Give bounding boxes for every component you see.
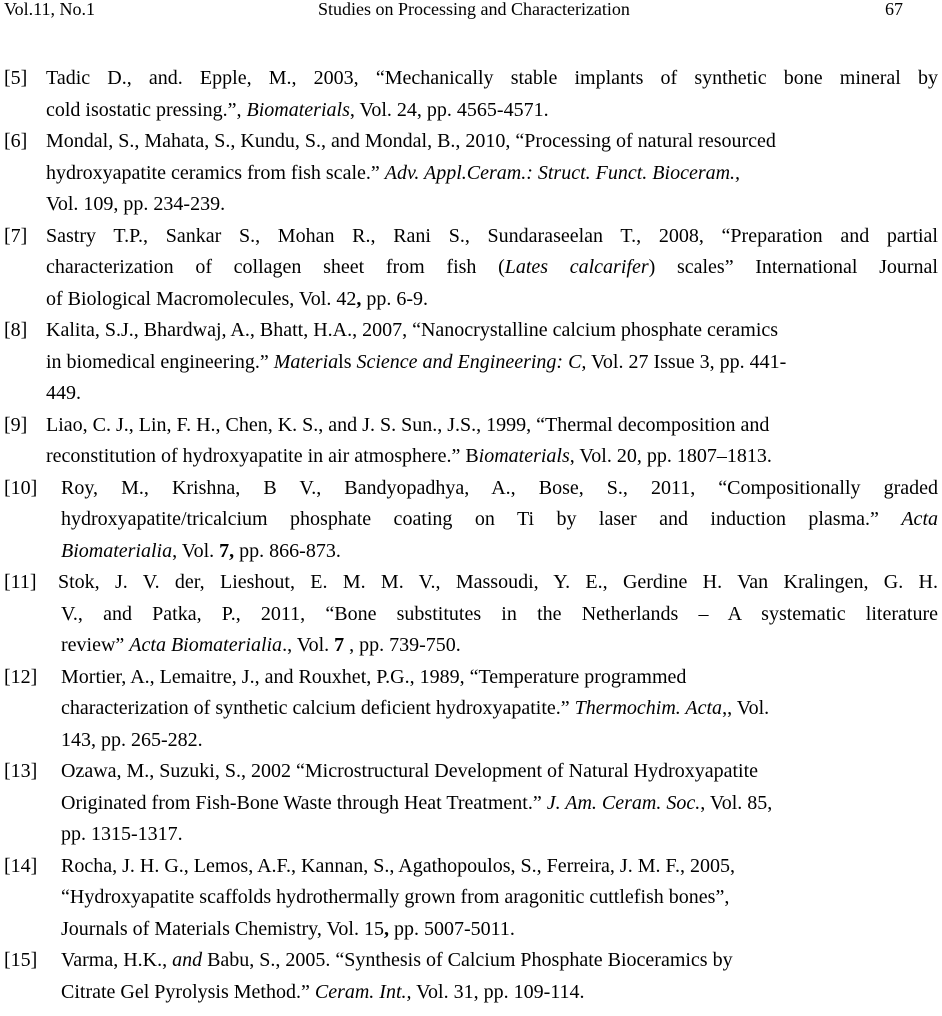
reference-number: [15] [4, 949, 38, 971]
reference-item [0, 63, 942, 126]
page-number: 67 [885, 0, 903, 19]
italic-span: Lates calcarifer [504, 256, 649, 278]
reference-line: Originated from Fish-Bone Waste through Heat Treatment.” J. Am. Ceram. Soc., Vol. 85, [61, 791, 773, 814]
italic-span: Adv. Appl.Ceram.: Struct. Funct. Bioceram., [384, 161, 741, 184]
reference-line: Vol. 109, pp. 234-239. [46, 193, 226, 215]
running-header [0, 0, 942, 22]
reference-number: [12] [4, 665, 38, 688]
reference-line: Tadic D., and. Epple, M., 2003, “Mechanically stable implants of synthetic bone mineral by [46, 67, 938, 89]
bold-span: , [356, 287, 362, 310]
reference-line: Biomaterialia, Vol. 7, pp. 866-873. [61, 539, 341, 562]
italic-span: Materia [273, 350, 339, 373]
reference-line: 449. [46, 382, 81, 404]
reference-line: hydroxyapatite/tricalcium phosphate coating on Ti by laser and induction plasma.” Acta [61, 508, 938, 530]
reference-number: [9] [4, 413, 28, 436]
reference-item [0, 126, 942, 221]
reference-line: Mortier, A., Lemaitre, J., and Rouxhet, P.G., 1989, “Temperature programmed [61, 665, 687, 688]
italic-span: Acta Biomaterialia [129, 634, 283, 656]
reference-line: reconstitution of hydroxyapatite in air atmosphere.” Biomaterials, Vol. 20, pp. 1807–1813. [46, 445, 772, 467]
reference-number: [6] [4, 130, 28, 152]
reference-line: Journals of Materials Chemistry, Vol. 15, pp. 5007-5011. [61, 917, 515, 940]
reference-line: Sastry T.P., Sankar S., Mohan R., Rani S., Sundaraseelan T., 2008, “Preparation and partial [46, 224, 938, 247]
italic-span: Thermochim. Acta [574, 697, 723, 719]
reference-line: Mondal, S., Mahata, S., Kundu, S., and Mondal, B., 2010, “Processing of natural resourced [46, 130, 776, 152]
reference-item [0, 567, 942, 662]
reference-line: review” Acta Biomaterialia., Vol. 7 , pp. 739-750. [61, 634, 461, 656]
journal-volume: Vol.11, No.1 [4, 0, 96, 19]
reference-item [0, 221, 942, 316]
reference-line: Kalita, S.J., Bhardwaj, A., Bhatt, H.A., 2007, “Nanocrystalline calcium phosphate ceramics [46, 319, 779, 341]
italic-span: Acta [901, 508, 938, 530]
reference-number: [7] [4, 224, 28, 247]
reference-line: “Hydroxyapatite scaffolds hydrothermally grown from aragonitic cuttlefish bones”, [61, 886, 730, 908]
reference-number: [5] [4, 67, 28, 89]
italic-span: J. Am. Ceram. Soc. [546, 791, 701, 814]
reference-line: Liao, C. J., Lin, F. H., Chen, K. S., and J. S. Sun., J.S., 1999, “Thermal decomposition and [46, 413, 770, 436]
reference-line: V., and Patka, P., 2011, “Bone substitutes in the Netherlands – A systematic literature [61, 602, 938, 625]
italic-span: and [172, 949, 203, 971]
bold-span: , [383, 917, 389, 940]
reference-line: 143, pp. 265-282. [61, 728, 203, 751]
italic-span: iomaterials [478, 445, 570, 467]
running-title: Studies on Processing and Characterization [318, 0, 630, 19]
reference-item [0, 410, 942, 473]
bold-span: 7 [334, 634, 345, 656]
reference-line: pp. 1315-1317. [61, 823, 183, 845]
reference-list [0, 63, 942, 1008]
italic-span: Biomaterialia [61, 539, 173, 562]
bold-span: 7, [219, 539, 235, 562]
reference-line: Roy, M., Krishna, B V., Bandyopadhya, A., Bose, S., 2011, “Compositionally graded [61, 476, 938, 499]
italic-span: Biomaterials [246, 98, 350, 121]
reference-line: Rocha, J. H. G., Lemos, A.F., Kannan, S., Agathopoulos, S., Ferreira, J. M. F., 2005, [61, 854, 735, 877]
reference-item [0, 473, 942, 568]
reference-item [0, 851, 942, 946]
reference-number: [8] [4, 319, 28, 341]
reference-line: Ozawa, M., Suzuki, S., 2002 “Microstructural Development of Natural Hydroxyapatite [61, 760, 759, 782]
reference-number: [14] [4, 854, 38, 877]
reference-line: characterization of collagen sheet from fish (Lates calcarifer) scales” International Journal [46, 256, 938, 278]
reference-number: [10] [4, 476, 38, 499]
reference-line: Stok, J. V. der, Lieshout, E. M. M. V., Massoudi, Y. E., Gerdine H. Van Kralingen, G. H. [58, 571, 938, 593]
reference-line: Citrate Gel Pyrolysis Method.” Ceram. Int., Vol. 31, pp. 109-114. [61, 980, 585, 1003]
reference-line: hydroxyapatite ceramics from fish scale.” Adv. Appl.Ceram.: Struct. Funct. Bioceram., [46, 161, 741, 184]
reference-line: of Biological Macromolecules, Vol. 42, pp. 6-9. [46, 287, 428, 310]
italic-span: Ceram. Int., [314, 980, 412, 1003]
reference-line: Varma, H.K., and Babu, S., 2005. “Synthesis of Calcium Phosphate Bioceramics by [61, 949, 733, 971]
reference-line: in biomedical engineering.” Materials Science and Engineering: C, Vol. 27 Issue 3, pp. 441- [46, 350, 787, 373]
italic-span: Science and Engineering: C, [356, 350, 587, 373]
reference-line: characterization of synthetic calcium deficient hydroxyapatite.” Thermochim. Acta,, Vol. [61, 697, 770, 719]
reference-item [0, 756, 942, 851]
reference-item [0, 662, 942, 757]
reference-item [0, 315, 942, 410]
reference-line: cold isostatic pressing.”, Biomaterials, Vol. 24, pp. 4565-4571. [46, 98, 549, 121]
reference-item [0, 945, 942, 1008]
reference-number: [11] [4, 571, 37, 593]
reference-number: [13] [4, 760, 38, 782]
